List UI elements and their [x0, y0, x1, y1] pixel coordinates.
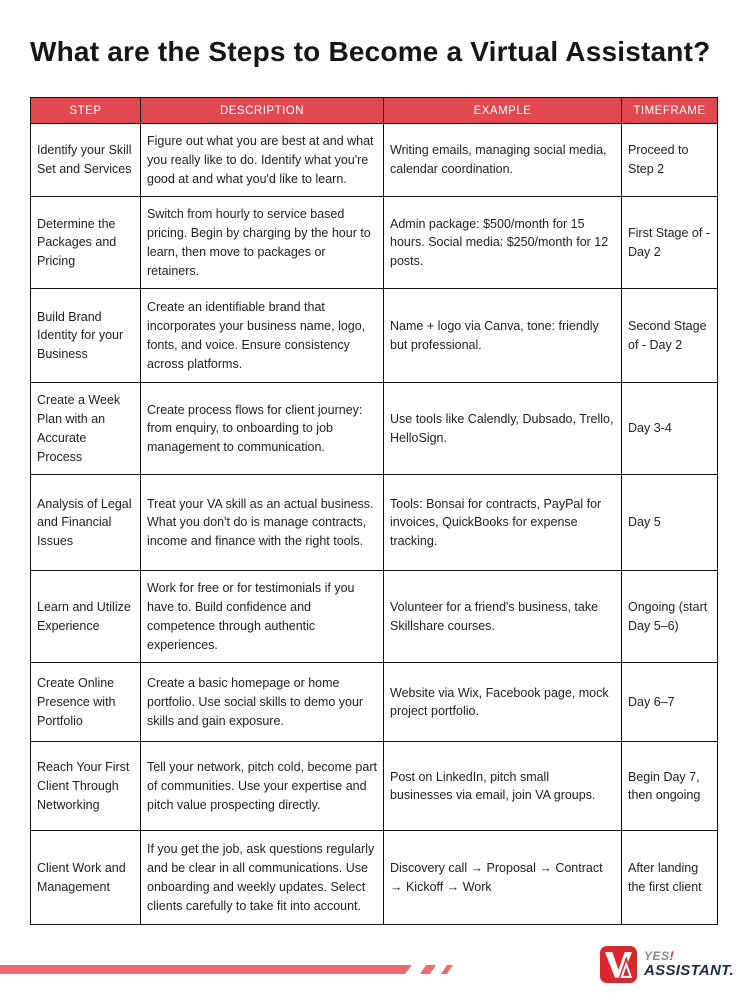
column-header-description: DESCRIPTION — [141, 98, 384, 123]
example-cell: Post on LinkedIn, pitch small businesses via email, join VA groups. — [384, 742, 622, 830]
example-cell: Writing emails, managing social media, calendar coordination. — [384, 124, 622, 196]
description-cell: Work for free or for testimonials if you have to. Build confidence and competence through authentic experiences. — [141, 571, 384, 662]
yes-assistant-logo-icon — [600, 946, 637, 983]
description-cell: Tell your network, pitch cold, become part of communities. Use your expertise and pitch value prospecting directly. — [141, 742, 384, 830]
timeframe-cell: Day 6–7 — [628, 694, 675, 709]
table-row — [31, 124, 717, 197]
steps-table — [30, 97, 718, 925]
step-cell: Reach Your First Client Through Networking — [31, 742, 141, 830]
timeframe-cell: Day 5 — [628, 515, 661, 530]
description-cell: Switch from hourly to service based pricing. Begin by charging by the hour to learn, then move to packages or retainers. — [141, 197, 384, 288]
step-cell: Determine the Packages and Pricing — [31, 197, 141, 288]
logo-text — [644, 950, 734, 979]
yes-assistant-logo — [600, 946, 734, 983]
table-row — [31, 197, 717, 289]
step-cell: Create a Week Plan with an Accurate Process — [31, 383, 141, 474]
table-row — [31, 475, 717, 571]
description-cell: Treat your VA skill as an actual business. What you don't do is manage contracts, income and finance with the right tools. — [141, 475, 384, 570]
logo-word-yes: YES! — [644, 948, 675, 963]
timeframe-cell: After landing the first client — [628, 861, 702, 894]
step-cell: Build Brand Identity for your Business — [31, 289, 141, 382]
step-cell: Create Online Presence with Portfolio — [31, 663, 141, 741]
example-cell: Name + logo via Canva, tone: friendly but professional. — [384, 289, 622, 382]
table-row — [31, 383, 717, 475]
column-header-timeframe: TIMEFRAME — [633, 104, 706, 117]
page-title: What are the Steps to Become a Virtual Assistant? — [30, 36, 711, 67]
step-cell: Identify your Skill Set and Services — [31, 124, 141, 196]
table-row — [31, 663, 717, 742]
logo-period: . — [729, 961, 734, 979]
example-cell: Use tools like Calendly, Dubsado, Trello, HelloSign. — [384, 383, 622, 474]
timeframe-cell: Proceed to Step 2 — [628, 143, 689, 177]
description-cell: If you get the job, ask questions regularly and be clear in all communications. Use onboarding and weekly updates. Select clients carefully to take fit into account. — [141, 831, 384, 924]
example-cell: Website via Wix, Facebook page, mock project portfolio. — [384, 663, 622, 741]
table-row — [31, 289, 717, 383]
logo-bang: ! — [669, 948, 675, 963]
footer-stripe — [0, 965, 412, 974]
example-cell: Admin package: $500/month for 15 hours. Social media: $250/month for 12 posts. — [384, 197, 622, 288]
step-cell: Analysis of Legal and Financial Issues — [31, 475, 141, 570]
step-cell: Client Work and Management — [31, 831, 141, 924]
table-row — [31, 831, 717, 924]
timeframe-cell: Begin Day 7, then ongoing — [628, 769, 701, 803]
timeframe-cell: Ongoing (start Day 5–6) — [628, 600, 708, 633]
step-cell: Learn and Utilize Experience — [31, 571, 141, 662]
example-cell: Volunteer for a friend's business, take Skillshare courses. — [384, 571, 622, 662]
column-header-example: EXAMPLE — [384, 98, 622, 123]
example-cell: Tools: Bonsai for contracts, PayPal for invoices, QuickBooks for expense tracking. — [384, 475, 622, 570]
timeframe-cell: Second Stage of - Day 2 — [628, 319, 707, 352]
table-body — [31, 124, 717, 924]
table-header-row — [31, 98, 717, 124]
timeframe-cell: Day 3-4 — [628, 421, 672, 436]
table-row — [31, 571, 717, 663]
column-header-step: STEP — [31, 98, 141, 123]
footer-stripe-dash — [441, 965, 453, 974]
logo-word-assistant: ASSISTANT. — [644, 961, 734, 979]
timeframe-cell: First Stage of - Day 2 — [628, 226, 710, 259]
description-cell: Create an identifiable brand that incorporates your business name, logo, fonts, and voice. Ensure consistency across platforms. — [141, 289, 384, 382]
footer-stripe-dash — [420, 965, 436, 974]
description-cell: Create a basic homepage or home portfolio. Use social skills to demo your skills and gain exposure. — [141, 663, 384, 741]
table-row — [31, 742, 717, 831]
description-cell: Create process flows for client journey: from enquiry, to onboarding to job management to communication. — [141, 383, 384, 474]
example-cell: Discovery call → Proposal → Contract → Kickoff → Work — [384, 831, 622, 924]
description-cell: Figure out what you are best at and what you really like to do. Identify what you're good at and what you'd like to learn. — [141, 124, 384, 196]
